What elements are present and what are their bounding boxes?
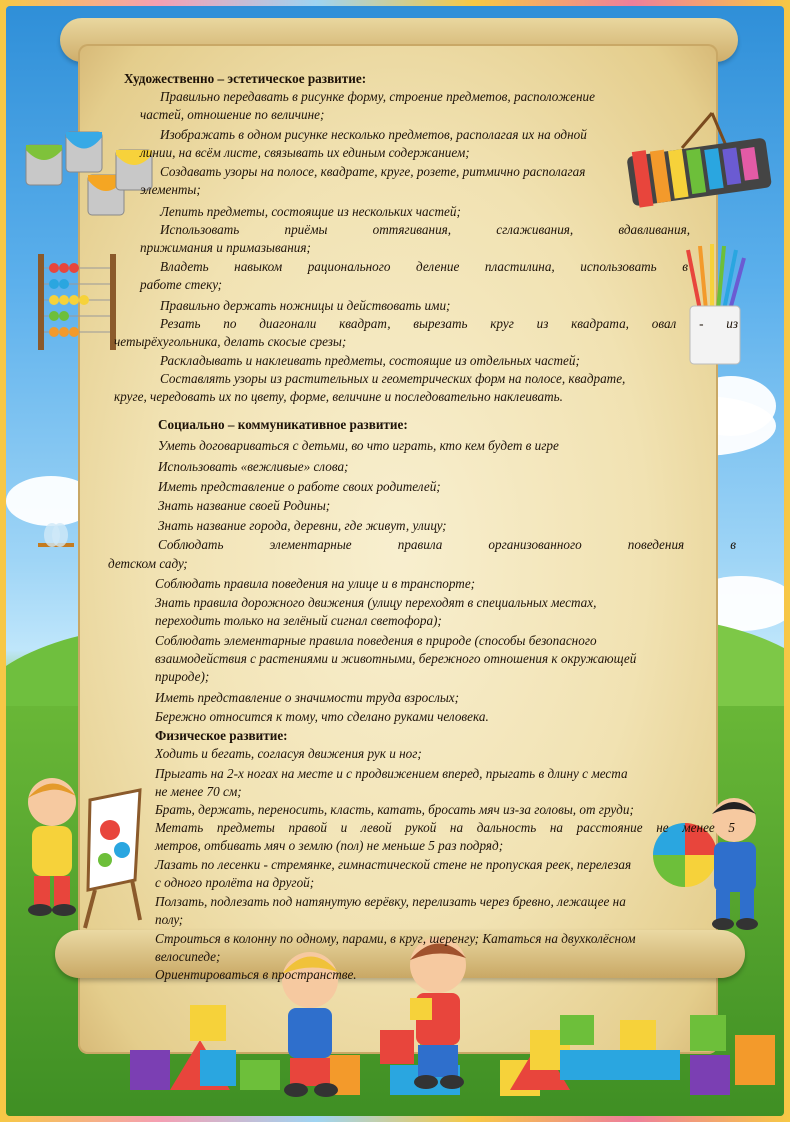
text-line: Изображать в одном рисунке несколько предметов, располагая их на одной: [160, 127, 587, 142]
text-line: Знать название своей Родины;: [158, 498, 331, 513]
text-line: Ориентироваться в пространстве.: [155, 967, 357, 982]
text-line: Резать по диагонали квадрат, вырезать круг из квадрата, овал - из: [160, 316, 738, 331]
text-line: метров, отбивать мяч о землю (пол) не меньше 5 раз подряд;: [155, 838, 504, 853]
text-line: Ходить и бегать, согласуя движения рук и ног;: [155, 746, 422, 761]
text-line: Владеть навыком рационального деление пластилина, использовать в: [160, 259, 688, 274]
text-line: Лепить предметы, состоящие из нескольких частей;: [160, 204, 461, 219]
text-line: Метать предметы правой и левой рукой на дальность на расстояние не менее 5: [155, 820, 735, 835]
text-line: Прыгать на 2-х ногах на месте и с продвижением вперед, прыгать в длину с места: [155, 766, 628, 781]
text-line: Раскладывать и наклеивать предметы, состоящие из отдельных частей;: [160, 353, 580, 368]
text-line: линии, на всём листе, связывать их единым содержанием;: [140, 145, 470, 160]
text-line: круге, чередовать их по цвету, форме, величине и последовательно наклеивать.: [114, 389, 563, 404]
text-line: взаимодействия с растениями и животными, бережного отношения к окружающей: [155, 651, 637, 666]
text-line: Использовать приёмы оттягивания, сглаживания, вдавливания,: [160, 222, 690, 237]
text-line: Иметь представление о значимости труда взрослых;: [155, 690, 460, 705]
text-line: полу;: [155, 912, 184, 927]
text-line: Иметь представление о работе своих родителей;: [158, 479, 441, 494]
text-line: Правильно передавать в рисунке форму, строение предметов, расположение: [160, 89, 596, 104]
text-line: Соблюдать правила поведения на улице и в транспорте;: [155, 576, 476, 591]
text-line: Брать, держать, переносить, класть, катать, бросать мяч из-за головы, от груди;: [155, 802, 634, 817]
text-line: Ползать, подлезать под натянутую верёвку, перелизать через бревно, лежащее на: [155, 894, 626, 909]
text-line: велосипеде;: [155, 949, 221, 964]
section-heading-social: Социально – коммуникативное развитие:: [158, 417, 408, 432]
section-heading-art: Художественно – эстетическое развитие:: [124, 71, 367, 86]
text-line: Строиться в колонну по одному, парами, в круг, шеренгу; Кататься на двухколёсном: [155, 931, 636, 946]
text-line: Уметь договариваться с детьми, во что играть, кто кем будет в игре: [158, 438, 559, 453]
text-line: не менее 70 см;: [155, 784, 242, 799]
text-line: Соблюдать элементарные правила поведения в природе (способы безопасного: [155, 633, 597, 648]
text-line: Создавать узоры на полосе, квадрате, круге, розете, ритмично располагая: [160, 164, 586, 179]
text-line: элементы;: [140, 182, 201, 197]
text-line: Соблюдать элементарные правила организованного поведения в: [158, 537, 736, 552]
text-line: Бережно относится к тому, что сделано руками человека.: [155, 709, 489, 724]
text-line: детском саду;: [108, 556, 188, 571]
text-line: Знать название города, деревни, где живут, улицу;: [158, 518, 447, 533]
text-line: Правильно держать ножницы и действовать ими;: [160, 298, 451, 313]
text-line: частей, отношение по величине;: [140, 107, 325, 122]
text-line: прижимания и примазывания;: [140, 240, 311, 255]
text-line: с одного пролёта на другой;: [155, 875, 315, 890]
text-line: Знать правила дорожного движения (улицу переходят в специальных местах,: [155, 595, 597, 610]
text-line: Использовать «вежливые» слова;: [158, 459, 349, 474]
text-line: природе);: [155, 669, 210, 684]
text-line: Составлять узоры из растительных и геометрических форм на полосе, квадрате,: [160, 371, 626, 386]
text-line: четырёхугольника, делать скосые срезы;: [114, 334, 347, 349]
section-heading-physical: Физическое развитие:: [155, 728, 288, 743]
text-line: работе стеку;: [140, 277, 223, 292]
text-line: переходить только на зелёный сигнал светофора);: [155, 613, 442, 628]
text-line: Лазать по лесенки - стремянке, гимнастической стене не пропуская реек, перелезая: [155, 857, 632, 872]
